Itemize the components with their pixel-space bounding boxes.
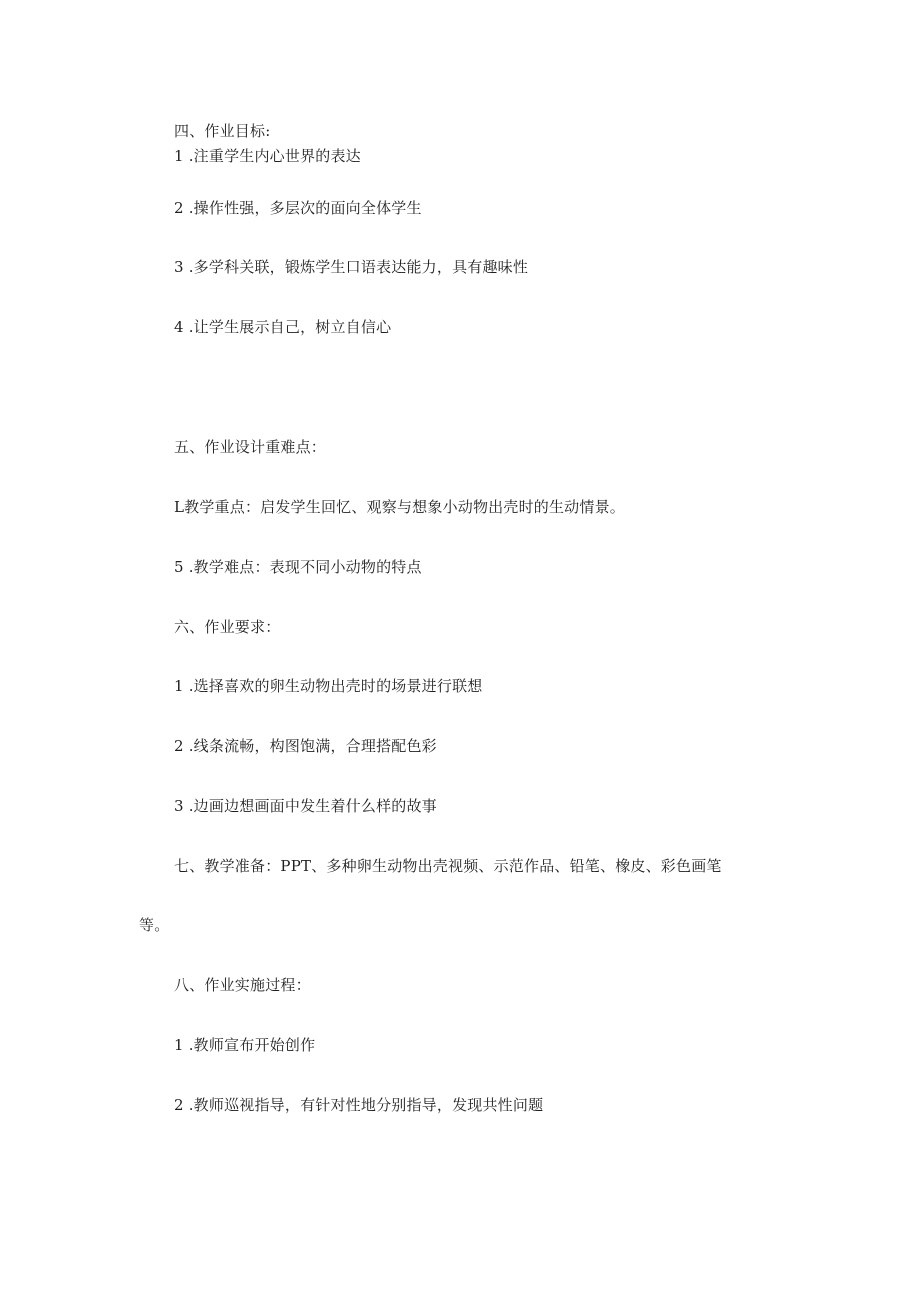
key-point-item-2: 5 .教学难点：表现不同小动物的特点: [174, 558, 422, 576]
section-heading-key-points: 五、作业设计重难点：: [174, 438, 327, 456]
section-heading-goals: 四、作业目标:: [174, 122, 271, 140]
preparation-continuation: 等。: [139, 916, 170, 934]
section-heading-preparation: 七、教学准备：PPT、多种卵生动物出壳视频、示范作品、铅笔、橡皮、彩色画笔: [174, 857, 722, 875]
goal-item-2: 2 .操作性强，多层次的面向全体学生: [174, 199, 422, 217]
section-heading-requirements: 六、作业要求：: [174, 618, 281, 636]
goal-item-1: 1 .注重学生内心世界的表达: [174, 147, 361, 165]
key-point-item-1: L教学重点：启发学生回忆、观察与想象小动物出壳时的生动情景。: [174, 498, 625, 516]
process-item-1: 1 .教师宣布开始创作: [174, 1036, 316, 1054]
requirement-item-2: 2 .线条流畅，构图饱满，合理搭配色彩: [174, 737, 437, 755]
goal-item-3: 3 .多学科关联，锻炼学生口语表达能力，具有趣味性: [174, 258, 529, 276]
requirement-item-1: 1 .选择喜欢的卵生动物出壳时的场景进行联想: [174, 677, 483, 695]
requirement-item-3: 3 .边画边想画面中发生着什么样的故事: [174, 797, 437, 815]
process-item-2: 2 .教师巡视指导，有针对性地分别指导，发现共性问题: [174, 1096, 544, 1114]
goal-item-4: 4 .让学生展示自己，树立自信心: [174, 318, 392, 336]
section-heading-process: 八、作业实施过程：: [174, 976, 311, 994]
